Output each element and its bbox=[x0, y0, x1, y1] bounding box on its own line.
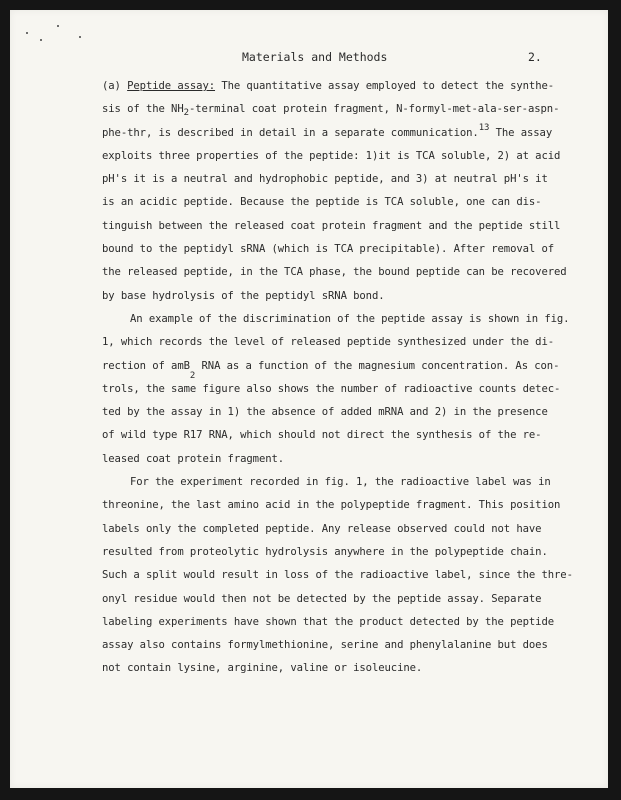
text-line: exploits three properties of the peptide: 1)it is TCA soluble, 2) at acid bbox=[102, 149, 561, 162]
text-span: RNA as a function of the magnesium concentration. As con- bbox=[195, 359, 560, 372]
section-label: (a) bbox=[102, 80, 121, 92]
text-line: labels only the completed peptide. Any release observed could not have bbox=[102, 522, 542, 535]
text-line: of wild type R17 RNA, which should not direct the synthesis of the re- bbox=[102, 429, 542, 442]
text-line: pH's it is a neutral and hydrophobic peptide, and 3) at neutral pH's it bbox=[102, 173, 548, 186]
text-span: -terminal coat protein fragment, N-formyl-met-ala-ser-aspn- bbox=[188, 103, 560, 116]
text-line: the released peptide, in the TCA phase, the bound peptide can be recovered bbox=[102, 266, 567, 279]
text-line: leased coat protein fragment. bbox=[102, 452, 285, 465]
document-body bbox=[102, 75, 573, 681]
text-line: For the experiment recorded in fig. 1, the radioactive label was in bbox=[130, 476, 551, 489]
text-span: The quantitative assay employed to detect the synthe- bbox=[221, 80, 555, 92]
text-line: 1, which records the level of released peptide synthesized under the di- bbox=[102, 336, 555, 349]
text-span: sis of the NH bbox=[102, 103, 184, 116]
text-line: An example of the discrimination of the peptide assay is shown in fig. bbox=[130, 312, 570, 325]
text-line: tinguish between the released coat protein fragment and the peptide still bbox=[102, 219, 561, 232]
text-line bbox=[102, 355, 560, 381]
section-heading: Peptide assay: bbox=[127, 80, 216, 92]
text-line bbox=[102, 98, 560, 121]
text-line: onyl residue would then not be detected by the peptide assay. Separate bbox=[102, 592, 542, 605]
page-number: 2. bbox=[528, 50, 542, 64]
text-line: labeling experiments have shown that the product detected by the peptide bbox=[102, 615, 555, 628]
text-line: Such a split would result in loss of the radioactive label, since the thre- bbox=[102, 569, 573, 582]
text-span: phe-thr, is described in detail in a separate communication. bbox=[102, 126, 479, 139]
text-line bbox=[102, 122, 552, 145]
text-line: trols, the same figure also shows the number of radioactive counts detec- bbox=[102, 382, 561, 395]
text-span: rection of amB bbox=[102, 359, 190, 372]
text-line bbox=[102, 75, 555, 98]
text-line: by base hydrolysis of the peptidyl sRNA bond. bbox=[102, 289, 385, 302]
subscript: 2 bbox=[189, 370, 196, 381]
subscript: 2 bbox=[183, 108, 189, 119]
page-title: Materials and Methods bbox=[242, 50, 388, 64]
text-line: is an acidic peptide. Because the peptide is TCA soluble, one can dis- bbox=[102, 196, 542, 209]
text-span: The assay bbox=[489, 126, 553, 139]
text-line: threonine, the last amino acid in the polypeptide fragment. This position bbox=[102, 499, 561, 512]
text-line: assay also contains formylmethionine, serine and phenylalanine but does bbox=[102, 639, 548, 652]
text-line: not contain lysine, arginine, valine or isoleucine. bbox=[102, 662, 423, 675]
footnote-reference: 13 bbox=[478, 122, 490, 133]
text-line: bound to the peptidyl sRNA (which is TCA precipitable). After removal of bbox=[102, 243, 555, 256]
text-line: ted by the assay in 1) the absence of added mRNA and 2) in the presence bbox=[102, 406, 548, 419]
text-line: resulted from proteolytic hydrolysis anywhere in the polypeptide chain. bbox=[102, 545, 548, 558]
